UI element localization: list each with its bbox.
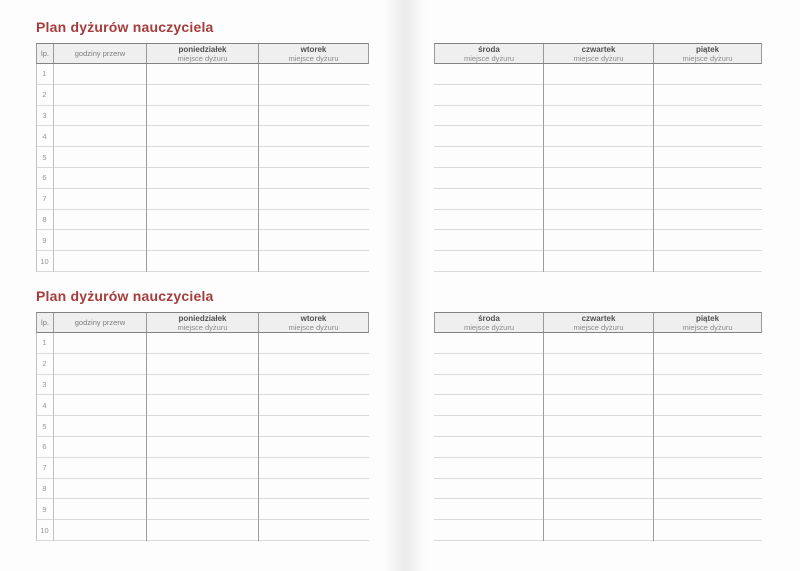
header-monday — [147, 313, 259, 332]
table-row — [434, 126, 762, 147]
column-divider — [258, 64, 259, 272]
row-number: 5 — [42, 152, 47, 162]
row-number: 9 — [42, 504, 47, 514]
row-number: 5 — [42, 421, 47, 431]
table-row — [434, 230, 762, 251]
table-row — [434, 437, 762, 458]
schedule-section-top — [0, 0, 800, 272]
table-row — [434, 395, 762, 416]
row-number: 6 — [42, 173, 47, 183]
header-break-hours: godziny przerw — [54, 313, 147, 332]
row-number: 6 — [42, 442, 47, 452]
table-header — [36, 312, 369, 333]
column-divider — [36, 333, 37, 541]
header-monday — [147, 44, 259, 63]
day-subtitle: miejsce dyżuru — [177, 322, 228, 332]
row-number: 4 — [42, 131, 47, 141]
table-row — [434, 458, 762, 479]
table-row — [434, 210, 762, 231]
day-subtitle: miejsce dyżuru — [573, 322, 624, 332]
column-divider — [36, 64, 37, 272]
page-title: Plan dyżurów nauczyciela — [36, 288, 214, 304]
table-header — [434, 43, 762, 64]
table-row — [36, 458, 369, 479]
table-row — [434, 64, 762, 85]
day-subtitle: miejsce dyżuru — [463, 322, 515, 332]
duty-table-wed-thu-fri — [434, 43, 762, 272]
table-row — [434, 106, 762, 127]
column-divider — [146, 333, 147, 541]
table-body — [434, 333, 762, 541]
duty-table-wed-thu-fri — [434, 312, 762, 541]
table-row — [36, 64, 369, 85]
row-number: 4 — [42, 400, 47, 410]
header-tuesday — [259, 313, 368, 332]
day-name: środa — [478, 44, 500, 54]
header-lp: lp. — [37, 44, 54, 63]
header-thursday — [544, 44, 654, 63]
row-number: 7 — [42, 194, 47, 204]
table-row — [36, 189, 369, 210]
column-divider — [653, 64, 654, 272]
day-name: czwartek — [581, 313, 616, 323]
table-row — [36, 395, 369, 416]
day-subtitle: miejsce dyżuru — [682, 322, 733, 332]
day-subtitle: miejsce dyżuru — [177, 53, 228, 63]
table-row — [36, 333, 369, 354]
day-subtitle: miejsce dyżuru — [682, 53, 733, 63]
header-break-hours: godziny przerw — [54, 44, 147, 63]
header-wednesday — [435, 44, 544, 63]
header-friday — [654, 313, 761, 332]
day-name: poniedziałek — [178, 44, 227, 54]
header-thursday — [544, 313, 654, 332]
day-name: poniedziałek — [178, 313, 227, 323]
row-number: 9 — [42, 235, 47, 245]
day-name: piątek — [695, 313, 720, 323]
table-header — [36, 43, 369, 64]
table-row — [36, 437, 369, 458]
column-divider — [53, 333, 54, 541]
column-divider — [543, 333, 544, 541]
day-name: środa — [478, 313, 500, 323]
table-body — [434, 64, 762, 272]
duty-table-mon-tue — [36, 43, 369, 272]
table-row — [434, 354, 762, 375]
row-number: 3 — [42, 110, 47, 120]
row-number: 8 — [42, 483, 47, 493]
table-row — [434, 147, 762, 168]
day-subtitle: miejsce dyżuru — [288, 53, 339, 63]
row-number: 1 — [42, 338, 47, 348]
day-name: piątek — [695, 44, 720, 54]
row-number: 10 — [40, 525, 49, 535]
table-row — [434, 520, 762, 541]
table-row — [36, 354, 369, 375]
row-number: 7 — [42, 463, 47, 473]
header-tuesday — [259, 44, 368, 63]
row-number: 2 — [42, 90, 47, 100]
column-divider — [653, 333, 654, 541]
table-row — [434, 499, 762, 520]
day-name: wtorek — [300, 313, 327, 323]
table-row — [36, 168, 369, 189]
duty-table-mon-tue — [36, 312, 369, 541]
day-subtitle: miejsce dyżuru — [573, 53, 624, 63]
table-row — [36, 230, 369, 251]
row-number: 10 — [40, 256, 49, 266]
table-row — [434, 375, 762, 396]
table-header — [434, 312, 762, 333]
day-subtitle: miejsce dyżuru — [288, 322, 339, 332]
row-number: 8 — [42, 214, 47, 224]
table-row — [434, 168, 762, 189]
table-row — [36, 126, 369, 147]
table-row — [434, 479, 762, 500]
day-name: czwartek — [581, 44, 616, 54]
table-row — [36, 520, 369, 541]
header-lp: lp. — [37, 313, 54, 332]
row-number: 1 — [42, 69, 47, 79]
table-body — [36, 333, 369, 541]
day-name: wtorek — [300, 44, 327, 54]
table-row — [36, 85, 369, 106]
table-row — [434, 189, 762, 210]
table-row — [36, 147, 369, 168]
table-row — [434, 85, 762, 106]
header-friday — [654, 44, 761, 63]
day-subtitle: miejsce dyżuru — [463, 53, 515, 63]
row-number: 3 — [42, 379, 47, 389]
table-row — [36, 106, 369, 127]
schedule-section-bottom — [0, 269, 800, 541]
table-row — [36, 479, 369, 500]
table-row — [36, 499, 369, 520]
column-divider — [146, 64, 147, 272]
table-row — [36, 375, 369, 396]
table-body — [36, 64, 369, 272]
column-divider — [258, 333, 259, 541]
table-row — [36, 210, 369, 231]
row-number: 2 — [42, 359, 47, 369]
header-wednesday — [435, 313, 544, 332]
table-row — [434, 416, 762, 437]
column-divider — [53, 64, 54, 272]
table-row — [434, 333, 762, 354]
table-row — [36, 416, 369, 437]
page-title: Plan dyżurów nauczyciela — [36, 19, 214, 35]
column-divider — [543, 64, 544, 272]
